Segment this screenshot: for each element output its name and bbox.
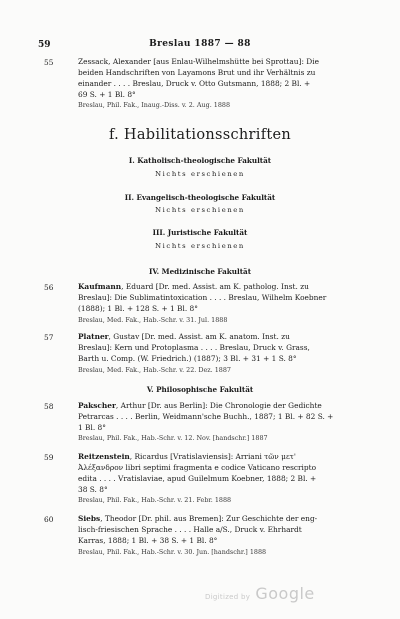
entry-author: Kaufmann — [78, 282, 122, 291]
entry-line-rest: , Eduard [Dr. med. Assist. am K. patholog. Inst. zu — [121, 282, 309, 291]
entry-number: 55 — [44, 58, 54, 67]
entry-line: 1 Bl. 8° — [78, 423, 106, 432]
entry-author: Pakscher — [78, 401, 116, 410]
entry-line — [78, 400, 362, 411]
entry-line — [78, 281, 362, 292]
faculty-note: Nichts erschienen — [155, 170, 245, 178]
entry-line-rest: , Arthur [Dr. aus Berlin]: Die Chronologie der Gedichte — [115, 401, 322, 410]
faculty-heading: II. Evangelisch-theologische Fakultät — [124, 193, 276, 202]
faculty-heading: III. Juristische Fakultät — [152, 228, 248, 237]
entry-line: Petrarcas . . . . Berlin, Weidmann'sche Buchh., 1887; 1 Bl. + 82 S. + — [78, 412, 334, 421]
entry-number: 57 — [44, 333, 54, 342]
entry-meta: Breslau, Phil. Fak., Hab.-Schr. v. 12. Nov. [handschr.] 1887 — [78, 434, 268, 442]
entry-line: 38 S. 8° — [78, 485, 108, 494]
entry-line-rest: , Gustav [Dr. med. Assist. am K. anatom. Inst. zu — [108, 332, 290, 341]
entry-author: Reitzenstein — [78, 452, 130, 461]
faculty-heading: V. Philosophische Fakultät — [146, 385, 254, 394]
entry-line: (1888); 1 Bl. + 128 S. + 1 Bl. 8° — [78, 304, 198, 313]
entry-meta: Breslau, Med. Fak., Hab.-Schr. v. 22. Dez. 1887 — [78, 366, 231, 374]
google-logo-icon: Google — [255, 584, 315, 603]
entry-line — [78, 513, 362, 524]
entry-meta: Breslau, Med. Fak., Hab.-Schr. v. 31. Jul. 1888 — [78, 316, 228, 324]
faculty-heading: I. Katholisch-theologische Fakultät — [128, 156, 272, 165]
entry-line: Ἀλέξανδρον libri septimi fragmenta e codice Vaticano rescripto — [78, 463, 317, 472]
entry-line: beiden Handschriften von Layamons Brut und ihr Verhältnis zu — [78, 68, 316, 77]
watermark-digitized-text: Digitized by — [205, 593, 251, 601]
entry-number: 59 — [44, 453, 54, 462]
entry-meta: Breslau, Phil. Fak., Inaug.-Diss. v. 2. Aug. 1888 — [78, 101, 231, 109]
faculty-note: Nichts erschienen — [155, 242, 245, 250]
entry-line: Barth u. Comp. (W. Friedrich.) (1887); 3 Bl. + 31 + 1 S. 8° — [78, 354, 297, 363]
entry-author: Siebs — [78, 514, 101, 523]
section-title: f. Habilitationsschriften — [108, 127, 292, 143]
entry-line: einander . . . . Breslau, Druck v. Otto Gutsmann, 1888; 2 Bl. + — [78, 79, 311, 88]
faculty-note: Nichts erschienen — [155, 206, 245, 214]
entry-number: 58 — [44, 402, 54, 411]
entry-line-rest: , Ricardus [Vratislaviensis]: Arriani τῶν μετ' — [129, 452, 296, 461]
running-title: Breslau 1887 — 88 — [149, 39, 251, 49]
entry-line: Breslau]: Die Sublimatintoxication . . . . Breslau, Wilhelm Koebner — [78, 293, 327, 302]
faculty-heading: IV. Medizinische Fakultät — [148, 267, 252, 276]
page-number: 59 — [38, 40, 51, 50]
entry-line: Breslau]: Kern und Protoplasma . . . . Breslau, Druck v. Grass, — [78, 343, 310, 352]
entry-meta: Breslau, Phil. Fak., Hab.-Schr. v. 30. Jun. [handschr.] 1888 — [78, 548, 267, 556]
entry-meta: Breslau, Phil. Fak., Hab.-Schr. v. 21. Febr. 1888 — [78, 496, 232, 504]
entry-number: 56 — [44, 283, 54, 292]
entry-author: Platner — [78, 332, 109, 341]
entry-line: Zessack, Alexander [aus Enlau-Wilhelmshütte bei Sprottau]: Die — [78, 57, 319, 66]
entry-line — [78, 451, 362, 462]
entry-line — [78, 331, 362, 342]
entry-line: lisch-friesischen Sprache . . . . Halle a/S., Druck v. Ehrhardt — [78, 525, 302, 534]
entry-number: 60 — [44, 515, 54, 524]
entry-line: 69 S. + 1 Bl. 8° — [78, 90, 136, 99]
entry-line: edita . . . . Vratislaviae, apud Guilelmum Koebner, 1888; 2 Bl. + — [78, 474, 317, 483]
google-watermark — [205, 584, 315, 603]
entry-line: Karras, 1888; 1 Bl. + 38 S. + 1 Bl. 8° — [78, 536, 218, 545]
entry-line-rest: , Theodor [Dr. phil. aus Bremen]: Zur Geschichte der eng- — [100, 514, 318, 523]
